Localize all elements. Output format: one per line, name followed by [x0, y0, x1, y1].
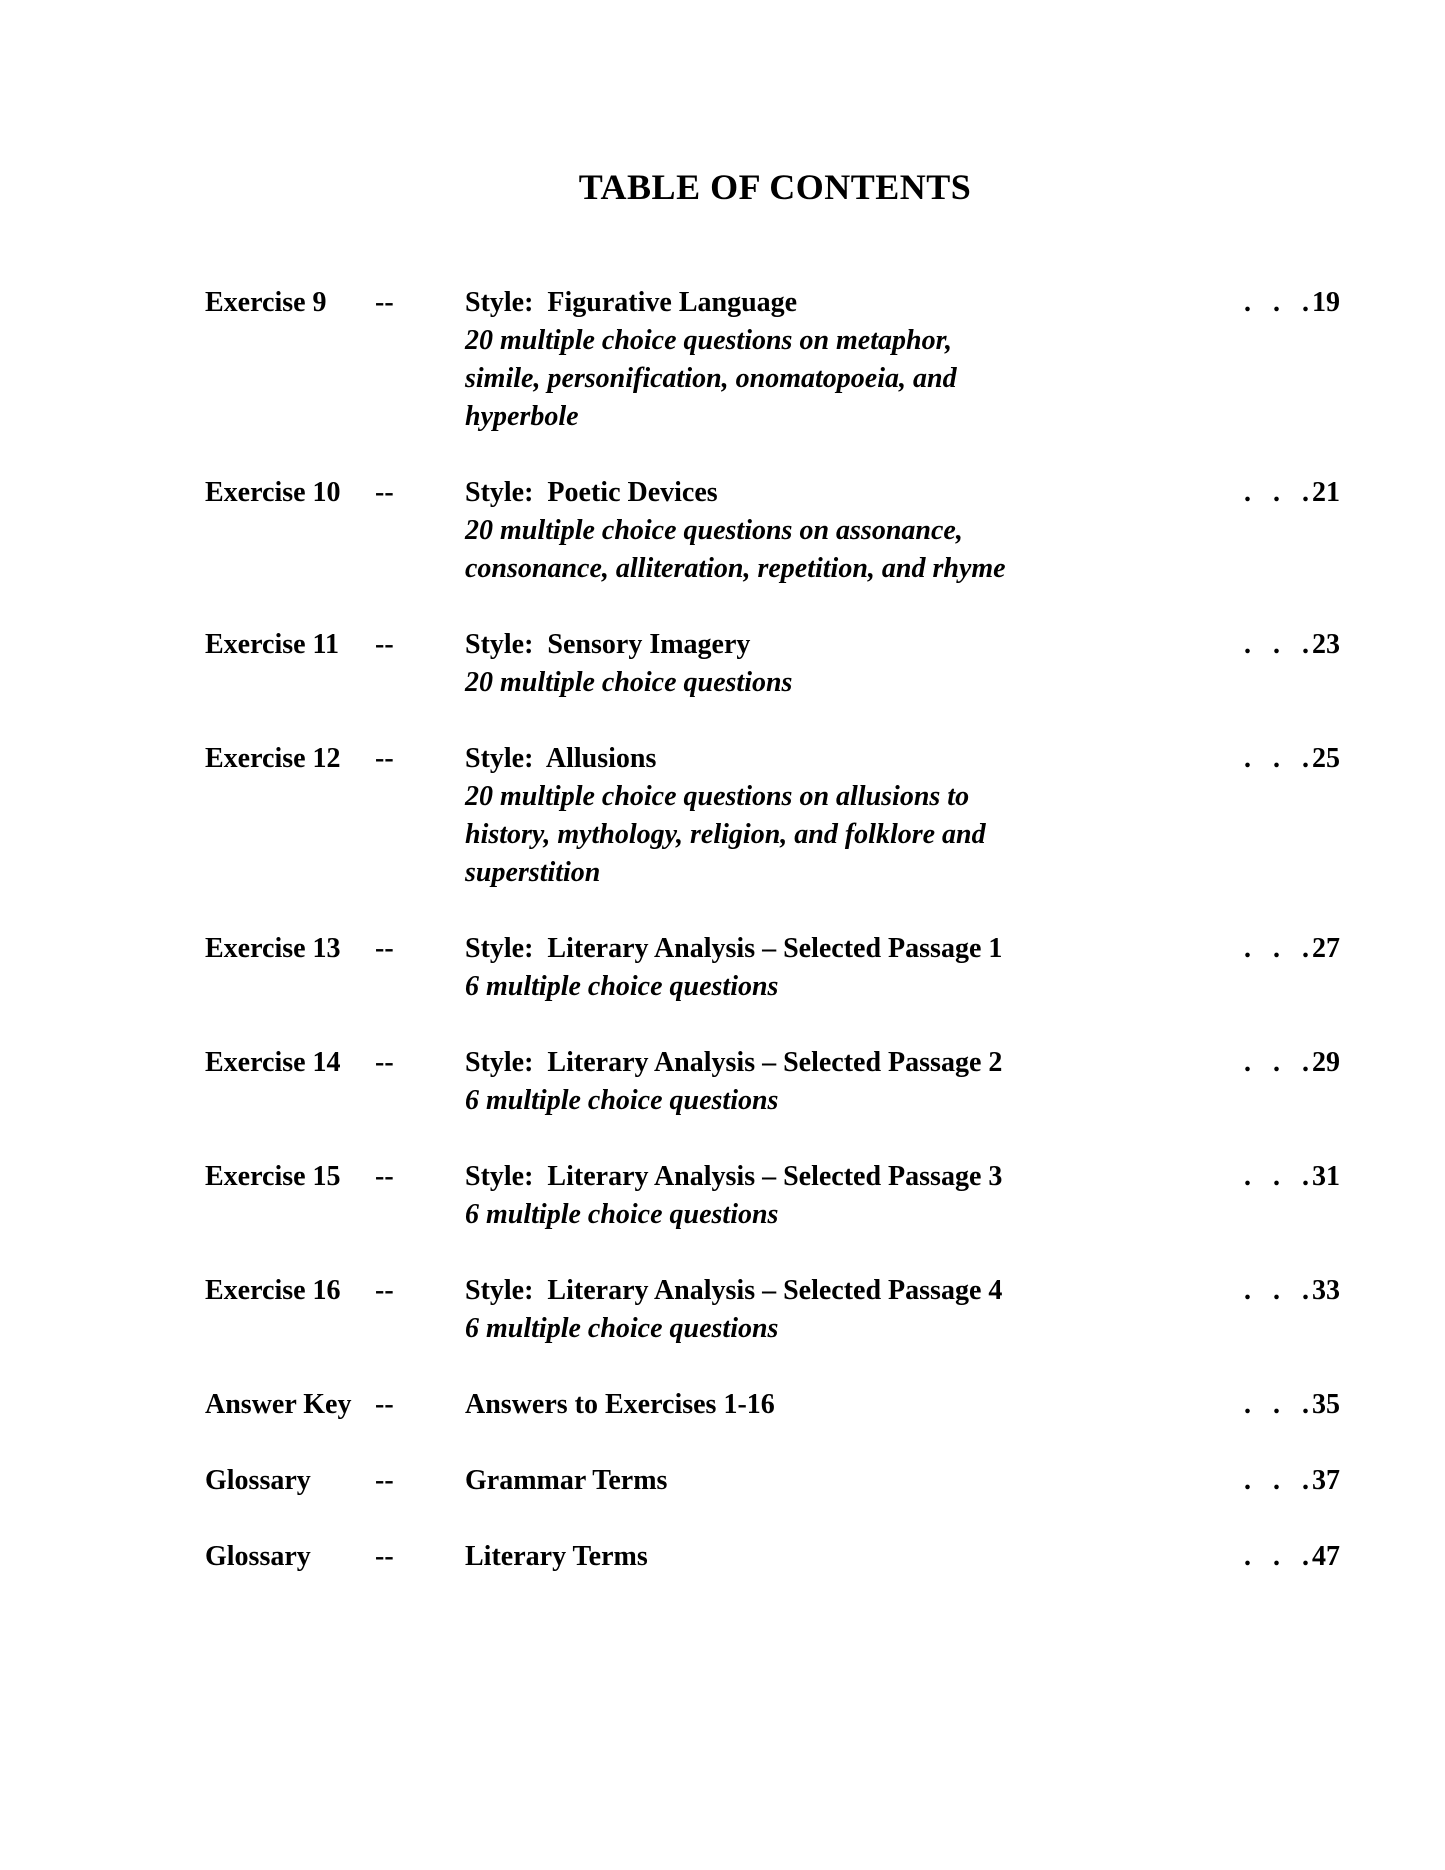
dot-leader: . . .	[1244, 287, 1309, 318]
toc-entry-description-line: 20 multiple choice questions on metaphor,	[465, 325, 952, 356]
toc-entry-title: Style: Literary Analysis – Selected Passage 2	[465, 1047, 1003, 1078]
dot-leader: . . .	[1244, 1541, 1309, 1572]
page-number: 23	[1312, 629, 1340, 660]
toc-entry	[205, 740, 1340, 892]
toc-entry-page	[1228, 1386, 1340, 1424]
page-number: 25	[1312, 743, 1340, 774]
toc-entry-page	[1228, 1462, 1340, 1500]
toc-entry-dash: --	[375, 743, 394, 774]
toc-entry-label: Exercise 13	[205, 933, 341, 964]
toc-entry-body	[465, 1386, 1228, 1424]
toc-entry-page	[1228, 626, 1340, 664]
toc-entry-dash: --	[375, 1389, 394, 1420]
toc-list	[205, 284, 1340, 1614]
dot-leader: . . .	[1244, 629, 1309, 660]
page-number: 21	[1312, 477, 1340, 508]
toc-entry-dash: --	[375, 1161, 394, 1192]
toc-entry-description-line: consonance, alliteration, repetition, and rhyme	[465, 553, 1006, 584]
page-number: 27	[1312, 933, 1340, 964]
toc-entry-page	[1228, 474, 1340, 512]
toc-entry	[205, 1462, 1340, 1500]
toc-entry-title: Style: Poetic Devices	[465, 477, 718, 508]
toc-entry-page	[1228, 1044, 1340, 1082]
toc-entry-dash: --	[375, 1465, 394, 1496]
toc-entry-label: Exercise 9	[205, 287, 327, 318]
toc-entry-title: Style: Figurative Language	[465, 287, 798, 318]
toc-entry	[205, 1272, 1340, 1348]
toc-entry-body	[465, 1462, 1228, 1500]
dot-leader: . . .	[1244, 477, 1309, 508]
toc-entry-label: Answer Key	[205, 1389, 352, 1420]
toc-entry-dash: --	[375, 1047, 394, 1078]
toc-entry-body	[465, 740, 1228, 892]
page-title: TABLE OF CONTENTS	[578, 167, 972, 207]
toc-entry-label: Exercise 12	[205, 743, 341, 774]
toc-entry-label: Exercise 15	[205, 1161, 341, 1192]
toc-entry-body	[465, 1044, 1228, 1120]
page-number: 33	[1312, 1275, 1340, 1306]
toc-entry-description-line: 6 multiple choice questions	[465, 1313, 779, 1344]
dot-leader: . . .	[1244, 1161, 1309, 1192]
toc-entry-page	[1228, 1272, 1340, 1310]
toc-entry-label: Glossary	[205, 1541, 311, 1572]
toc-entry-description-line: 6 multiple choice questions	[465, 1199, 779, 1230]
toc-entry-dash: --	[375, 287, 394, 318]
toc-entry-dash: --	[375, 629, 394, 660]
dot-leader: . . .	[1244, 933, 1309, 964]
toc-entry-dash: --	[375, 477, 394, 508]
toc-entry-description-line: history, mythology, religion, and folklore and	[465, 819, 986, 850]
toc-entry-dash: --	[375, 933, 394, 964]
toc-entry-dash: --	[375, 1275, 394, 1306]
toc-entry-label: Exercise 16	[205, 1275, 341, 1306]
dot-leader: . . .	[1244, 1465, 1309, 1496]
toc-entry-page	[1228, 740, 1340, 778]
toc-entry	[205, 1538, 1340, 1576]
toc-entry-body	[465, 626, 1228, 702]
page-number: 37	[1312, 1465, 1340, 1496]
dot-leader: . . .	[1244, 743, 1309, 774]
toc-entry-label: Exercise 10	[205, 477, 341, 508]
toc-entry-description-line: 20 multiple choice questions on assonance,	[465, 515, 963, 546]
toc-entry-body	[465, 1272, 1228, 1348]
toc-entry-title: Grammar Terms	[465, 1465, 668, 1496]
toc-entry-description-line: 20 multiple choice questions on allusions to	[465, 781, 970, 812]
toc-entry-body	[465, 930, 1228, 1006]
toc-entry-label: Glossary	[205, 1465, 311, 1496]
toc-entry-description-line: simile, personification, onomatopoeia, and	[465, 363, 957, 394]
toc-entry	[205, 1158, 1340, 1234]
toc-entry	[205, 284, 1340, 436]
toc-entry-dash: --	[375, 1541, 394, 1572]
page-number: 35	[1312, 1389, 1340, 1420]
toc-entry-title: Style: Literary Analysis – Selected Passage 1	[465, 933, 1003, 964]
toc-entry	[205, 1386, 1340, 1424]
toc-entry-body	[465, 1538, 1228, 1576]
toc-entry-description-line: superstition	[465, 857, 601, 888]
toc-entry-title: Style: Literary Analysis – Selected Passage 3	[465, 1161, 1003, 1192]
toc-entry-page	[1228, 1538, 1340, 1576]
dot-leader: . . .	[1244, 1275, 1309, 1306]
toc-entry	[205, 474, 1340, 588]
page-number: 19	[1312, 287, 1340, 318]
toc-entry-title: Style: Sensory Imagery	[465, 629, 751, 660]
toc-entry-body	[465, 284, 1228, 436]
toc-entry-title: Literary Terms	[465, 1541, 648, 1572]
toc-entry	[205, 930, 1340, 1006]
toc-entry-page	[1228, 930, 1340, 968]
toc-entry-body	[465, 1158, 1228, 1234]
toc-entry-title: Style: Literary Analysis – Selected Passage 4	[465, 1275, 1003, 1306]
dot-leader: . . .	[1244, 1047, 1309, 1078]
toc-entry-title: Style: Allusions	[465, 743, 657, 774]
page-number: 47	[1312, 1541, 1340, 1572]
page-number: 29	[1312, 1047, 1340, 1078]
toc-entry-label: Exercise 11	[205, 629, 340, 660]
toc-entry	[205, 626, 1340, 702]
dot-leader: . . .	[1244, 1389, 1309, 1420]
toc-entry-description-line: 6 multiple choice questions	[465, 971, 779, 1002]
toc-entry-title: Answers to Exercises 1-16	[465, 1389, 775, 1420]
toc-entry-description-line: 20 multiple choice questions	[465, 667, 793, 698]
page-number: 31	[1312, 1161, 1340, 1192]
toc-entry-page	[1228, 1158, 1340, 1196]
toc-entry-description-line: 6 multiple choice questions	[465, 1085, 779, 1116]
toc-entry	[205, 1044, 1340, 1120]
toc-entry-description-line: hyperbole	[465, 401, 579, 432]
toc-entry-body	[465, 474, 1228, 588]
toc-entry-label: Exercise 14	[205, 1047, 341, 1078]
toc-entry-page	[1228, 284, 1340, 322]
